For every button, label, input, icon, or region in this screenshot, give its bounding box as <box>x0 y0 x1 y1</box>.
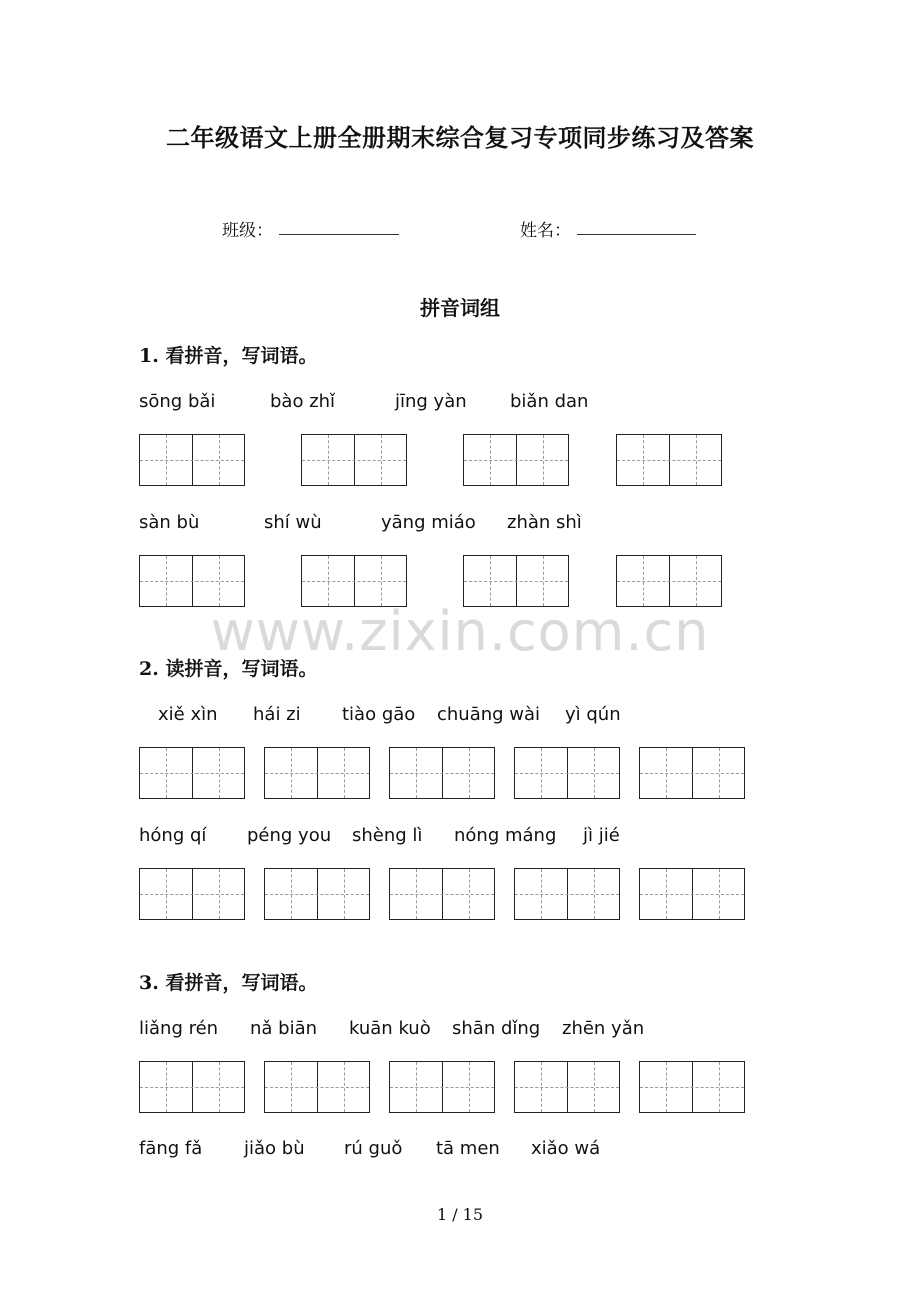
pinyin-q2-r2-1: hóng qí <box>139 825 207 846</box>
pinyin-q1-r1-2: bào zhǐ <box>270 391 336 412</box>
writing-grid[interactable] <box>264 1061 370 1113</box>
watermark: www.zixin.com.cn <box>210 600 710 663</box>
section-title: 拼音词组 <box>420 296 500 320</box>
page-number: 1 / 15 <box>436 1205 484 1224</box>
pinyin-q3-r1-3: kuān kuò <box>349 1018 431 1039</box>
writing-grid[interactable] <box>639 747 745 799</box>
writing-grid[interactable] <box>264 747 370 799</box>
writing-grid[interactable] <box>389 1061 495 1113</box>
pinyin-q3-r1-5: zhēn yǎn <box>562 1018 645 1039</box>
writing-grid[interactable] <box>139 868 245 920</box>
pinyin-q1-r1-4: biǎn dan <box>510 391 589 412</box>
question-2-title: 2. 读拼音，写词语。 <box>139 658 318 680</box>
name-label: 姓名： <box>520 221 571 241</box>
writing-grid[interactable] <box>514 868 620 920</box>
writing-grid[interactable] <box>301 434 407 486</box>
writing-grid[interactable] <box>514 1061 620 1113</box>
writing-grid[interactable] <box>264 868 370 920</box>
pinyin-q1-r1-1: sōng bǎi <box>139 391 216 412</box>
document-title: 二年级语文上册全册期末综合复习专项同步练习及答案 <box>166 123 754 152</box>
writing-grid[interactable] <box>514 747 620 799</box>
pinyin-q2-r1-1: xiě xìn <box>158 704 218 725</box>
writing-grid[interactable] <box>389 868 495 920</box>
question-3-title: 3. 看拼音，写词语。 <box>139 972 318 994</box>
pinyin-q3-r2-5: xiǎo wá <box>531 1138 601 1159</box>
pinyin-q2-r1-5: yì qún <box>565 704 621 725</box>
name-input-line[interactable] <box>577 234 696 235</box>
pinyin-q1-r1-3: jīng yàn <box>395 391 467 412</box>
pinyin-q2-r1-3: tiào gāo <box>342 704 416 725</box>
pinyin-q3-r1-4: shān dǐng <box>452 1018 541 1039</box>
pinyin-q3-r2-3: rú guǒ <box>344 1138 403 1159</box>
writing-grid[interactable] <box>139 747 245 799</box>
pinyin-q2-r2-5: jì jié <box>583 825 620 846</box>
pinyin-q1-r2-4: zhàn shì <box>507 512 582 533</box>
writing-grid[interactable] <box>639 868 745 920</box>
writing-grid[interactable] <box>616 434 722 486</box>
pinyin-q2-r2-4: nóng máng <box>454 825 557 846</box>
pinyin-q2-r1-2: hái zi <box>253 704 301 725</box>
pinyin-q1-r2-1: sàn bù <box>139 512 200 533</box>
class-label: 班级： <box>222 221 273 241</box>
writing-grid[interactable] <box>463 434 569 486</box>
writing-grid[interactable] <box>639 1061 745 1113</box>
pinyin-q2-r2-2: péng you <box>247 825 332 846</box>
pinyin-q2-r2-3: shèng lì <box>352 825 423 846</box>
writing-grid[interactable] <box>389 747 495 799</box>
pinyin-q2-r1-4: chuāng wài <box>437 704 541 725</box>
writing-grid[interactable] <box>139 434 245 486</box>
class-input-line[interactable] <box>279 234 399 235</box>
pinyin-q1-r2-3: yāng miáo <box>381 512 476 533</box>
pinyin-q3-r2-4: tā men <box>436 1138 500 1159</box>
pinyin-q3-r2-2: jiǎo bù <box>244 1138 305 1159</box>
writing-grid[interactable] <box>139 1061 245 1113</box>
pinyin-q3-r2-1: fāng fǎ <box>139 1138 203 1159</box>
pinyin-q3-r1-1: liǎng rén <box>139 1018 219 1039</box>
pinyin-q3-r1-2: nǎ biān <box>250 1018 318 1039</box>
pinyin-q1-r2-2: shí wù <box>264 512 322 533</box>
question-1-title: 1. 看拼音，写词语。 <box>139 345 318 367</box>
